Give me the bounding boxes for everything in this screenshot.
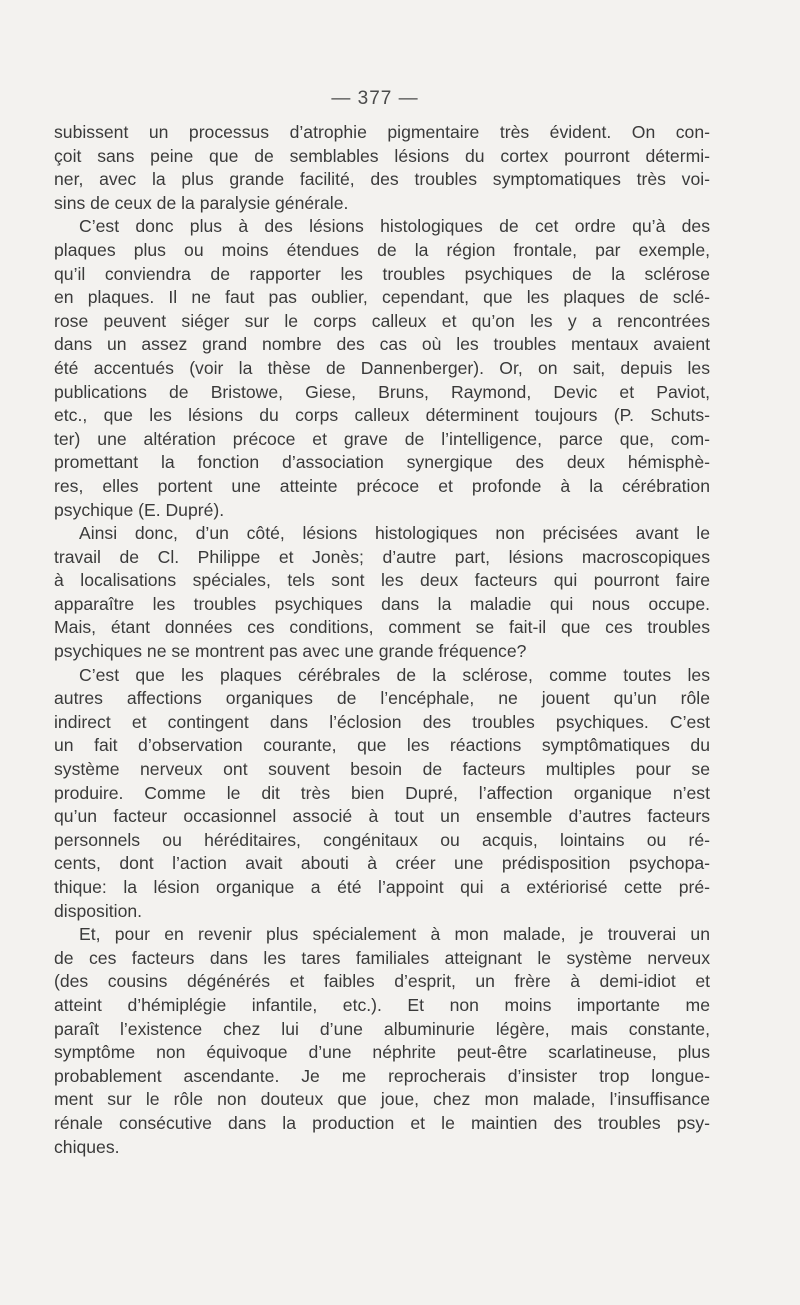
text-line: (des cousins dégénérés et faibles d’esprit, un frère à demi-idiot et xyxy=(54,971,710,992)
text-line: çoit sans peine que de semblables lésions du cortex pourront détermi- xyxy=(54,145,710,166)
text-line: etc., que les lésions du corps calleux déterminent toujours (P. Schuts- xyxy=(54,405,710,426)
text-line: C’est que les plaques cérébrales de la sclérose, comme toutes les xyxy=(79,664,710,685)
text-line: personnels ou héréditaires, congénitaux ou acquis, lointains ou ré- xyxy=(54,829,710,850)
text-line: subissent un processus d’atrophie pigmentaire très évident. On con- xyxy=(54,122,710,142)
text-line: été accentués (voir la thèse de Dannenberger). Or, on sait, depuis les xyxy=(54,357,710,378)
text-line: paraît l’existence chez lui d’une albuminurie légère, mais constante, xyxy=(54,1018,710,1039)
text-line: un fait d’observation courante, que les réactions symptômatiques du xyxy=(54,735,710,756)
text-line: produire. Comme le dit très bien Dupré, l’affection organique n’est xyxy=(54,782,710,803)
text-line: plaques plus ou moins étendues de la région frontale, par exemple, xyxy=(54,239,710,260)
text-line: qu’un facteur occasionnel associé à tout un ensemble d’autres facteurs xyxy=(54,806,710,827)
text-line: Ainsi donc, d’un côté, lésions histologiques non précisées avant le xyxy=(79,523,710,544)
text-line: Mais, étant données ces conditions, comment se fait-il que ces troubles xyxy=(54,617,710,638)
text-line: dans un assez grand nombre des cas où les troubles mentaux avaient xyxy=(54,334,710,355)
text-line: de ces facteurs dans les tares familiales atteignant le système nerveux xyxy=(54,947,710,968)
text-line: à localisations spéciales, tels sont les deux facteurs qui pourront faire xyxy=(54,570,710,591)
text-line: publications de Bristowe, Giese, Bruns, Raymond, Devic et Paviot, xyxy=(54,381,710,402)
text-line: ner, avec la plus grande facilité, des troubles symptomatiques très voi- xyxy=(54,169,710,190)
text-line: en plaques. Il ne faut pas oublier, cependant, que les plaques de sclé- xyxy=(54,287,710,308)
text-line: indirect et contingent dans l’éclosion des troubles psychiques. C’est xyxy=(54,711,710,732)
text-line: promettant la fonction d’association synergique des deux hémisphè- xyxy=(54,452,710,473)
text-line: thique: la lésion organique a été l’appoint qui a extériorisé cette pré- xyxy=(54,877,710,897)
text-line: chiques. xyxy=(54,1136,120,1157)
text-line: ment sur le rôle non douteux que joue, chez mon malade, l’insuffisance xyxy=(54,1089,710,1110)
text-line: qu’il conviendra de rapporter les troubles psychiques de la sclérose xyxy=(54,263,710,284)
text-line: disposition. xyxy=(54,900,143,921)
text-line: rénale consécutive dans la production et le maintien des troubles psy- xyxy=(54,1112,710,1133)
text-line: apparaître les troubles psychiques dans la maladie qui nous occupe. xyxy=(54,593,710,614)
text-line: rose peuvent siéger sur le corps calleux et qu’on les y a rencontrées xyxy=(54,310,710,331)
text-line: psychique (E. Dupré). xyxy=(54,499,225,520)
text-line: autres affections organiques de l’encéphale, ne jouent qu’un rôle xyxy=(54,688,710,709)
text-line: système nerveux ont souvent besoin de facteurs multiples pour se xyxy=(54,759,710,780)
text-line: symptôme non équivoque d’une néphrite peut-être scarlatineuse, plus xyxy=(54,1042,710,1063)
text-line: travail de Cl. Philippe et Jonès; d’autre part, lésions macroscopiques xyxy=(54,546,710,567)
text-line: ter) une altération précoce et grave de l’intelligence, parce que, com- xyxy=(54,428,710,449)
text-line: res, elles portent une atteinte précoce et profonde à la cérébration xyxy=(54,475,710,496)
text-line: probablement ascendante. Je me reprocherais d’insister trop longue- xyxy=(54,1065,710,1086)
page-number: — 377 — xyxy=(331,88,419,109)
text-line: atteint d’hémiplégie infantile, etc.). Et non moins importante me xyxy=(54,994,710,1015)
text-line: C’est donc plus à des lésions histologiques de cet ordre qu’à des xyxy=(79,216,710,237)
text-line: cents, dont l’action avait abouti à créer une prédisposition psychopa- xyxy=(54,853,710,874)
text-line: sins de ceux de la paralysie générale. xyxy=(54,192,349,213)
text-line: psychiques ne se montrent pas avec une grande fréquence? xyxy=(54,641,527,662)
body-text xyxy=(54,121,710,1159)
text-line: Et, pour en revenir plus spécialement à mon malade, je trouverai un xyxy=(79,924,710,945)
